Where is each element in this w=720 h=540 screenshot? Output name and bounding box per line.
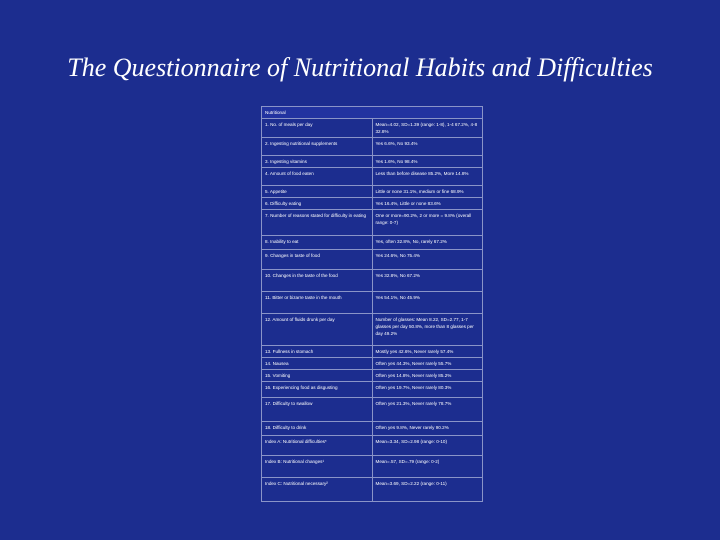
page-title: The Questionnaire of Nutritional Habits and Difficulties: [67, 53, 653, 82]
table-row: [262, 314, 483, 346]
table-row: [262, 198, 483, 210]
question-cell: 8. Inability to eat: [262, 236, 373, 250]
answer-cell: Less than before disease 85.2%, More 14.8%: [372, 168, 483, 186]
table-row: [262, 422, 483, 436]
question-cell: Index B: Nutritional changes¹: [262, 456, 373, 478]
table-row: [262, 370, 483, 382]
table-row: [262, 119, 483, 138]
answer-cell: Yes 54.1%, No 45.9%: [372, 292, 483, 314]
table-row: [262, 156, 483, 168]
question-cell: 2. Ingesting nutritional supplements: [262, 138, 373, 156]
table-row: [262, 346, 483, 358]
question-cell: Index C: Nutritional necessary²: [262, 478, 373, 502]
question-cell: 10. Changes in the taste of the food: [262, 270, 373, 292]
questionnaire-table: [261, 106, 483, 502]
questionnaire-table-body: [262, 107, 483, 502]
table-row: [262, 382, 483, 398]
answer-cell: Yes 24.6%, No 75.4%: [372, 250, 483, 270]
table-row: [262, 270, 483, 292]
question-cell: 16. Experiencing food as disgusting: [262, 382, 373, 398]
question-cell: 17. Difficulty to swallow: [262, 398, 373, 422]
question-cell: 9. Changes in taste of food: [262, 250, 373, 270]
table-row: [262, 138, 483, 156]
table-row: [262, 186, 483, 198]
question-cell: 1. No. of meals per day: [262, 119, 373, 138]
answer-cell: Little or none 31.1%, medium or fine 68.9%: [372, 186, 483, 198]
question-cell: 15. Vomiting: [262, 370, 373, 382]
answer-cell: Yes 32.8%, No 67.2%: [372, 270, 483, 292]
answer-cell: One or more=90.2%, 2 or more = 9.8% (overall range: 0-7): [372, 210, 483, 236]
question-cell: 11. Bitter or bizarre taste in the mouth: [262, 292, 373, 314]
answer-cell: Often yes 44.3%, Never rarely 55.7%: [372, 358, 483, 370]
answer-cell: Number of glasses: Mean 8.22, SD=2.77, 1-7 glasses per day 50.8%, more than 8 glasses per day 49.2%: [372, 314, 483, 346]
question-cell: 3. Ingesting vitamins: [262, 156, 373, 168]
answer-cell: Yes, often 32.8%, No, rarely 67.2%: [372, 236, 483, 250]
table-header-cell: Nutritional: [262, 107, 483, 119]
question-cell: 18. Difficulty to drink: [262, 422, 373, 436]
question-cell: 14. Nausea: [262, 358, 373, 370]
answer-cell: Yes 1.6%, No 98.4%: [372, 156, 483, 168]
table-row: [262, 168, 483, 186]
answer-cell: Mean=.57, SD=.79 (range: 0-2): [372, 456, 483, 478]
answer-cell: Mean=3.69, SD=2.22 (range: 0-11): [372, 478, 483, 502]
table-row: [262, 436, 483, 456]
table-row: [262, 292, 483, 314]
answer-cell: Often yes 21.3%, Never rarely 78.7%: [372, 398, 483, 422]
answer-cell: Often yes 14.8%, Never rarely 85.2%: [372, 370, 483, 382]
question-cell: 6. Difficulty eating: [262, 198, 373, 210]
table-row: [262, 250, 483, 270]
question-cell: 13. Fullness in stomach: [262, 346, 373, 358]
table-row: [262, 478, 483, 502]
question-cell: 12. Amount of fluids drunk per day: [262, 314, 373, 346]
questionnaire-table-container: [261, 106, 483, 502]
answer-cell: Mean=3.34, SD=2.98 (range: 0-10): [372, 436, 483, 456]
answer-cell: Often yes 19.7%, Never rarely 80.3%: [372, 382, 483, 398]
answer-cell: Mostly yes 42.6%, Never rarely 57.4%: [372, 346, 483, 358]
question-cell: 5. Appetite: [262, 186, 373, 198]
question-cell: 4. Amount of food eaten: [262, 168, 373, 186]
answer-cell: Often yes 9.8%, Never rarely 90.2%: [372, 422, 483, 436]
answer-cell: Yes 16.4%, Little or none 83.6%: [372, 198, 483, 210]
table-row: [262, 358, 483, 370]
table-row: [262, 210, 483, 236]
question-cell: 7. Number of reasons stated for difficulty in eating: [262, 210, 373, 236]
table-row: [262, 456, 483, 478]
table-header-row: [262, 107, 483, 119]
table-row: [262, 236, 483, 250]
table-row: [262, 398, 483, 422]
answer-cell: Mean=4.02, SD=1.39 (range: 1-8), 1-4 67.2%, 4-8 32.8%: [372, 119, 483, 138]
answer-cell: Yes 6.6%, No 93.4%: [372, 138, 483, 156]
question-cell: Index A: Nutritional difficulties*: [262, 436, 373, 456]
